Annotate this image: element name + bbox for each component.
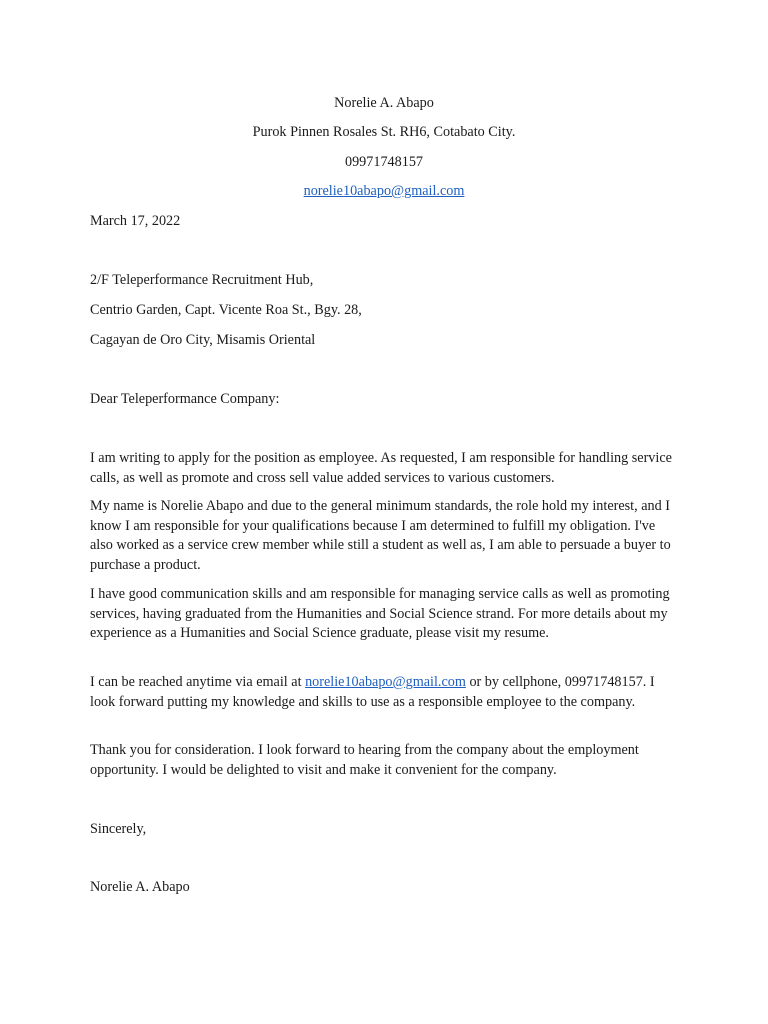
- recipient-line-2: Centrio Garden, Capt. Vicente Roa St., Bgy. 28,: [90, 302, 362, 318]
- sender-address: Purok Pinnen Rosales St. RH6, Cotabato City.: [252, 124, 516, 140]
- recipient-line-3: Cagayan de Oro City, Misamis Oriental: [90, 332, 316, 348]
- letter-date: March 17, 2022: [90, 213, 181, 229]
- sender-email-row: [0, 182, 768, 200]
- body-paragraph-2: My name is Norelie Abapo and due to the general minimum standards, the role hold my interest, and I know I am responsible for your qualifications because I am determined to fulfill my obligation. I've also worked as a service crew member while still a student as well as, I am able to persuade a buyer to purchase a product.: [90, 498, 671, 573]
- signature-name: Norelie A. Abapo: [90, 879, 190, 895]
- sender-name: Norelie A. Abapo: [334, 95, 434, 111]
- salutation: Dear Teleperformance Company:: [90, 391, 280, 407]
- body-email-link[interactable]: norelie10abapo@gmail.com: [305, 674, 466, 690]
- body-paragraph-3: I have good communication skills and am responsible for managing service calls as well as promoting services, having graduated from the Humanities and Social Science strand. For more details about my experience as a Humanities and Social Science graduate, please visit my resume.: [90, 586, 670, 641]
- sender-phone: 09971748157: [344, 154, 424, 170]
- closing: Sincerely,: [90, 821, 147, 837]
- recipient-line-1: 2/F Teleperformance Recruitment Hub,: [90, 272, 314, 288]
- body-paragraph-4-text-start: I can be reached anytime via email at: [90, 674, 306, 690]
- sender-email-link[interactable]: norelie10abapo@gmail.com: [303, 183, 465, 199]
- body-paragraph-5: Thank you for consideration. I look forward to hearing from the company about the employment opportunity. I would be delighted to visit and make it convenient for the company.: [90, 742, 639, 778]
- body-paragraph-4-text-end: or by cellphone, 09971748157. I look forward putting my knowledge and skills to use as a responsible employee to the company.: [90, 674, 655, 710]
- body-paragraph-4: [90, 673, 680, 712]
- body-paragraph-1: I am writing to apply for the position as employee. As requested, I am responsible for handling service calls, as well as promote and cross sell value added services to various customers.: [90, 450, 672, 486]
